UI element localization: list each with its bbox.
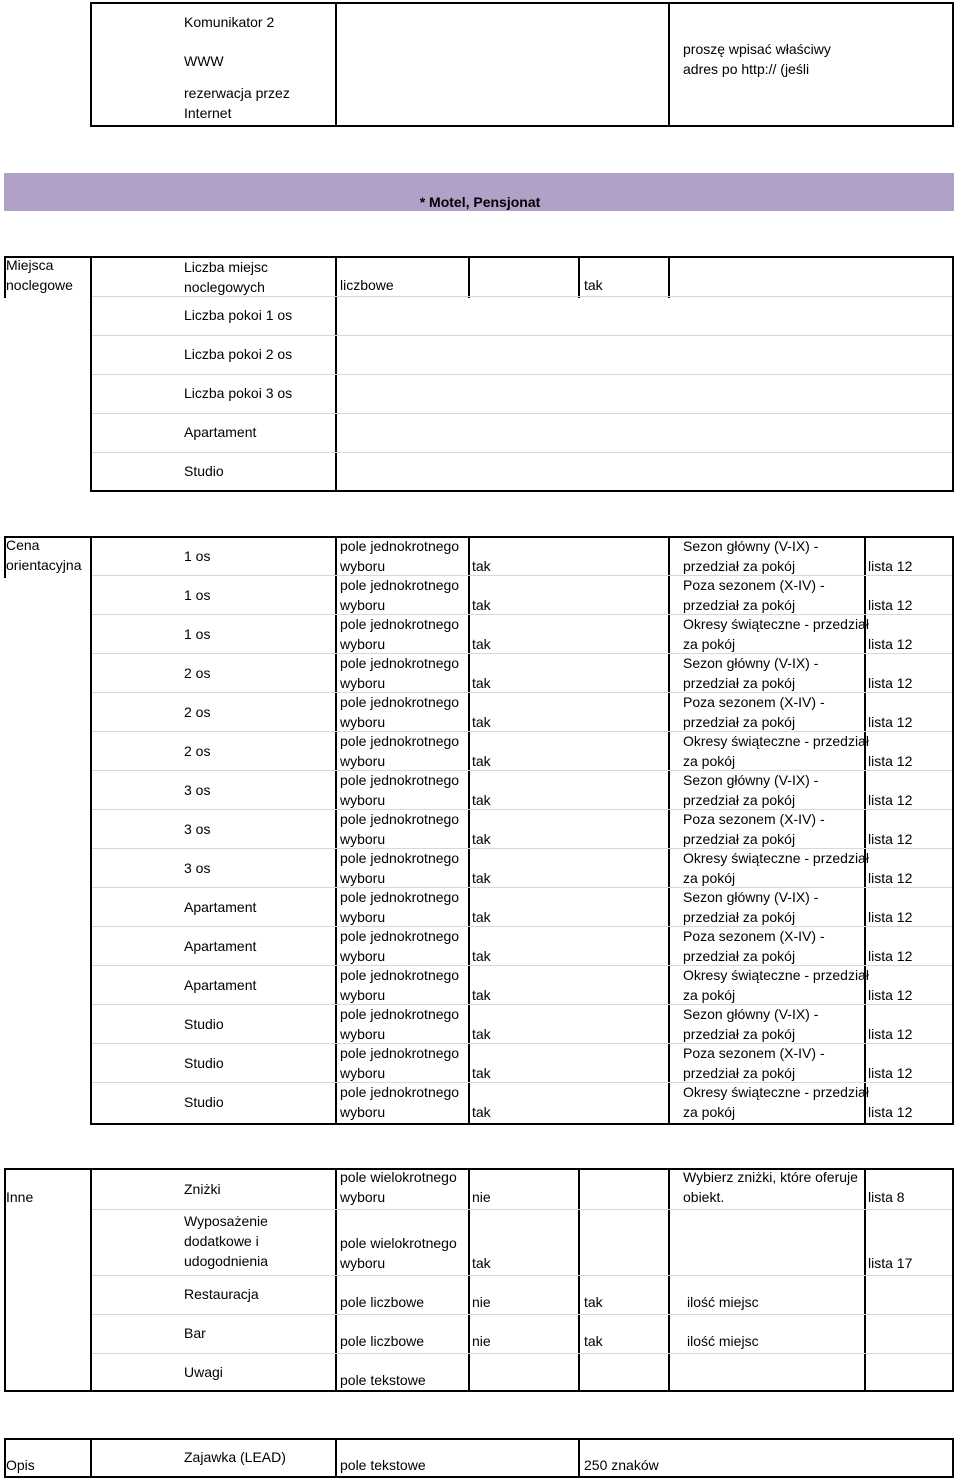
communicator-label: Komunikator 2 [184, 14, 275, 30]
restaurant-note: ilość miejsc [687, 1294, 759, 1310]
www-note: adres po http:// (jeśli [683, 61, 810, 77]
amenities-name: udogodnienia [184, 1253, 269, 1269]
price-row-field-type: pole jednokrotnego [340, 811, 460, 827]
price-row-list: lista 12 [868, 597, 913, 613]
price-row-room: 3 os [184, 782, 211, 798]
price-row-field-type: wyboru [340, 714, 386, 730]
price-row-required: tak [472, 558, 491, 574]
price-row-period: Sezon główny (V-IX) - [683, 889, 819, 905]
grid-hline [90, 1123, 954, 1125]
price-row-room: Studio [184, 1016, 224, 1032]
price-row-period: Okresy świąteczne - przedział [683, 733, 869, 749]
description-lead-type: pole tekstowe [340, 1457, 426, 1473]
grid-vline [952, 2, 954, 127]
discounts-type: pole wielokrotnego [340, 1169, 457, 1185]
description-section-label: Opis [6, 1457, 35, 1473]
places-row-required: tak [584, 277, 603, 293]
price-row-period: za pokój [683, 870, 736, 886]
price-row-list: lista 12 [868, 675, 913, 691]
grid-vline [335, 1438, 337, 1478]
price-row-field-type: pole jednokrotnego [340, 694, 460, 710]
price-row-room: 1 os [184, 587, 211, 603]
grid-row-line [92, 653, 952, 654]
price-row-field-type: wyboru [340, 1026, 386, 1042]
restaurant-type: pole liczbowe [340, 1294, 425, 1310]
amenities-type: wyboru [340, 1255, 386, 1271]
price-row-period: za pokój [683, 636, 736, 652]
price-row-field-type: wyboru [340, 792, 386, 808]
restaurant-name: Restauracja [184, 1286, 259, 1302]
price-row-list: lista 12 [868, 870, 913, 886]
price-row-list: lista 12 [868, 558, 913, 574]
grid-vline [952, 1438, 954, 1478]
price-row-field-type: wyboru [340, 753, 386, 769]
price-row-room: 3 os [184, 821, 211, 837]
places-row-type: liczbowe [340, 277, 394, 293]
grid-vline [952, 1168, 954, 1392]
places-row-name: Liczba pokoi 2 os [184, 346, 293, 362]
price-row-room: 3 os [184, 860, 211, 876]
price-row-field-type: pole jednokrotnego [340, 733, 460, 749]
price-row-field-type: wyboru [340, 675, 386, 691]
price-row-required: tak [472, 1026, 491, 1042]
price-row-field-type: wyboru [340, 597, 386, 613]
price-row-field-type: pole jednokrotnego [340, 577, 460, 593]
price-row-period: przedział za pokój [683, 675, 796, 691]
description-lead-limit: 250 znaków [584, 1457, 659, 1473]
price-row-required: tak [472, 909, 491, 925]
price-row-required: tak [472, 753, 491, 769]
price-row-field-type: wyboru [340, 948, 386, 964]
grid-hline [90, 2, 954, 4]
places-row-name: noclegowych [184, 279, 265, 295]
price-row-required: tak [472, 636, 491, 652]
grid-hline [4, 1390, 954, 1392]
price-row-period: przedział za pokój [683, 597, 796, 613]
price-row-list: lista 12 [868, 792, 913, 808]
price-row-required: tak [472, 597, 491, 613]
amenities-type: pole wielokrotnego [340, 1235, 457, 1251]
price-row-list: lista 12 [868, 1104, 913, 1120]
price-row-period: Poza sezonem (X-IV) - [683, 694, 825, 710]
price-row-field-type: pole jednokrotnego [340, 616, 460, 632]
notes-name: Uwagi [184, 1364, 223, 1380]
grid-hline [4, 1476, 954, 1478]
price-row-field-type: wyboru [340, 909, 386, 925]
price-row-required: tak [472, 987, 491, 1003]
grid-vline [90, 1438, 92, 1478]
places-row-name: Studio [184, 463, 224, 479]
grid-vline [335, 536, 337, 1125]
price-row-period: Poza sezonem (X-IV) - [683, 928, 825, 944]
grid-row-line [92, 413, 952, 414]
price-row-field-type: pole jednokrotnego [340, 538, 460, 554]
bar-type: pole liczbowe [340, 1333, 425, 1349]
price-row-period: przedział za pokój [683, 909, 796, 925]
grid-vline [952, 536, 954, 1125]
booking-label: rezerwacja przez [184, 85, 290, 101]
restaurant-extra: tak [584, 1294, 603, 1310]
price-row-list: lista 12 [868, 948, 913, 964]
bar-note: ilość miejsc [687, 1333, 759, 1349]
grid-vline [335, 1168, 337, 1392]
price-row-required: tak [472, 792, 491, 808]
price-row-period: za pokój [683, 987, 736, 1003]
price-row-period: za pokój [683, 1104, 736, 1120]
grid-vline [668, 1168, 670, 1392]
price-row-field-type: wyboru [340, 1104, 386, 1120]
grid-hline [90, 490, 954, 492]
grid-vline [864, 1168, 866, 1392]
price-row-field-type: pole jednokrotnego [340, 655, 460, 671]
grid-row-line [92, 1275, 952, 1276]
price-row-required: tak [472, 1104, 491, 1120]
price-row-period: Okresy świąteczne - przedział [683, 967, 869, 983]
price-row-required: tak [472, 1065, 491, 1081]
price-row-period: Sezon główny (V-IX) - [683, 538, 819, 554]
grid-hline [4, 1438, 954, 1440]
grid-vline [90, 2, 92, 127]
section-title: * Motel, Pensjonat [419, 194, 541, 210]
places-section-label: Miejsca [6, 257, 54, 273]
grid-vline [578, 1438, 580, 1478]
price-row-field-type: wyboru [340, 636, 386, 652]
price-row-field-type: pole jednokrotnego [340, 967, 460, 983]
amenities-name: dodatkowe i [184, 1233, 259, 1249]
price-row-required: tak [472, 714, 491, 730]
price-section-label: orientacyjna [6, 557, 82, 573]
price-row-field-type: wyboru [340, 987, 386, 1003]
grid-vline [578, 256, 580, 298]
grid-row-line [92, 887, 952, 888]
amenities-list: lista 17 [868, 1255, 913, 1271]
price-row-required: tak [472, 870, 491, 886]
price-row-field-type: pole jednokrotnego [340, 1006, 460, 1022]
discounts-list: lista 8 [868, 1189, 905, 1205]
places-row-name: Apartament [184, 424, 257, 440]
price-row-field-type: pole jednokrotnego [340, 928, 460, 944]
bar-extra: tak [584, 1333, 603, 1349]
grid-row-line [92, 374, 952, 375]
price-row-period: przedział za pokój [683, 1065, 796, 1081]
price-row-period: Poza sezonem (X-IV) - [683, 1045, 825, 1061]
grid-hline [90, 125, 954, 127]
price-row-room: 2 os [184, 743, 211, 759]
price-row-period: Okresy świąteczne - przedział [683, 850, 869, 866]
price-row-required: tak [472, 675, 491, 691]
grid-vline [668, 536, 670, 1125]
price-row-room: 1 os [184, 626, 211, 642]
price-row-room: Apartament [184, 938, 257, 954]
price-row-field-type: wyboru [340, 558, 386, 574]
discounts-type: wyboru [340, 1189, 386, 1205]
restaurant-required: nie [472, 1294, 491, 1310]
discounts-required: nie [472, 1189, 491, 1205]
grid-vline [952, 256, 954, 492]
grid-row-line [92, 1314, 952, 1315]
price-row-list: lista 12 [868, 909, 913, 925]
price-row-list: lista 12 [868, 1065, 913, 1081]
discounts-name: Zniżki [184, 1181, 221, 1197]
discounts-note: obiekt. [683, 1189, 725, 1205]
other-section-label: Inne [6, 1189, 34, 1205]
grid-vline [468, 536, 470, 1125]
grid-vline [468, 1168, 470, 1392]
grid-row-line [92, 1353, 952, 1354]
www-note: proszę wpisać właściwy [683, 41, 831, 57]
price-row-period: przedział za pokój [683, 792, 796, 808]
grid-vline [468, 256, 470, 298]
price-row-period: przedział za pokój [683, 948, 796, 964]
price-row-period: Sezon główny (V-IX) - [683, 772, 819, 788]
price-row-period: przedział za pokój [683, 558, 796, 574]
price-row-room: Studio [184, 1094, 224, 1110]
price-row-field-type: wyboru [340, 1065, 386, 1081]
places-row-name: Liczba miejsc [184, 259, 269, 275]
price-row-field-type: pole jednokrotnego [340, 1084, 460, 1100]
price-row-list: lista 12 [868, 636, 913, 652]
price-row-field-type: pole jednokrotnego [340, 889, 460, 905]
grid-row-line [92, 335, 952, 336]
grid-vline [90, 536, 92, 1125]
price-row-room: 2 os [184, 665, 211, 681]
price-row-room: Studio [184, 1055, 224, 1071]
grid-row-line [92, 1004, 952, 1005]
description-lead-name: Zajawka (LEAD) [184, 1449, 286, 1465]
price-row-list: lista 12 [868, 831, 913, 847]
price-row-field-type: wyboru [340, 870, 386, 886]
grid-hline [4, 256, 954, 258]
discounts-note: Wybierz zniżki, które oferuje [683, 1169, 858, 1185]
notes-type: pole tekstowe [340, 1372, 426, 1388]
grid-row-line [92, 770, 952, 771]
price-row-period: przedział za pokój [683, 1026, 796, 1042]
price-row-period: Okresy świąteczne - przedział [683, 1084, 869, 1100]
grid-vline [90, 1168, 92, 1392]
price-row-field-type: wyboru [340, 831, 386, 847]
price-row-required: tak [472, 948, 491, 964]
price-row-field-type: pole jednokrotnego [340, 772, 460, 788]
grid-vline [668, 2, 670, 127]
www-label: WWW [184, 53, 224, 69]
price-row-field-type: pole jednokrotnego [340, 850, 460, 866]
bar-required: nie [472, 1333, 491, 1349]
price-row-list: lista 12 [868, 753, 913, 769]
price-row-room: 1 os [184, 548, 211, 564]
price-row-field-type: pole jednokrotnego [340, 1045, 460, 1061]
price-row-required: tak [472, 831, 491, 847]
price-row-period: przedział za pokój [683, 714, 796, 730]
price-row-list: lista 12 [868, 1026, 913, 1042]
grid-vline [668, 256, 670, 298]
price-row-period: Poza sezonem (X-IV) - [683, 577, 825, 593]
places-row-name: Liczba pokoi 1 os [184, 307, 293, 323]
grid-row-line [92, 1209, 952, 1210]
price-row-room: Apartament [184, 899, 257, 915]
grid-row-line [92, 452, 952, 453]
price-row-period: Sezon główny (V-IX) - [683, 1006, 819, 1022]
bar-name: Bar [184, 1325, 206, 1341]
price-row-list: lista 12 [868, 714, 913, 730]
places-section-label: noclegowe [6, 277, 73, 293]
places-row-name: Liczba pokoi 3 os [184, 385, 293, 401]
price-section-label: Cena [6, 537, 40, 553]
price-row-period: Okresy świąteczne - przedział [683, 616, 869, 632]
grid-vline [335, 2, 337, 127]
price-row-room: Apartament [184, 977, 257, 993]
price-row-period: Poza sezonem (X-IV) - [683, 811, 825, 827]
booking-label: Internet [184, 105, 232, 121]
price-row-period: za pokój [683, 753, 736, 769]
price-row-period: przedział za pokój [683, 831, 796, 847]
amenities-name: Wyposażenie [184, 1213, 268, 1229]
price-row-period: Sezon główny (V-IX) - [683, 655, 819, 671]
price-row-list: lista 12 [868, 987, 913, 1003]
amenities-required: tak [472, 1255, 491, 1271]
grid-vline [578, 1168, 580, 1392]
price-row-room: 2 os [184, 704, 211, 720]
